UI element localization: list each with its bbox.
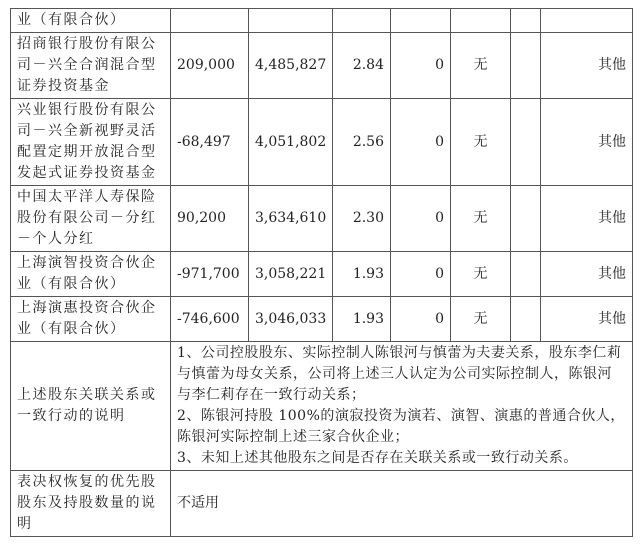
cell-type: 其他 [541,33,633,99]
cell-pledge-qty [511,297,541,342]
cell-shares [249,9,333,33]
cell-name: 上海演惠投资合伙企业（有限合伙） [11,297,171,342]
preferred-value: 不适用 [171,471,633,537]
preferred-row [11,471,633,537]
cell-type: 其他 [541,186,633,252]
relation-notes [171,342,633,471]
cell-pledge: 无 [451,297,511,342]
cell-pledge-qty [511,9,541,33]
cell-pct: 2.56 [333,99,391,186]
shareholder-table [10,8,633,537]
cell-pledge-qty [511,186,541,252]
table-row [11,186,633,252]
preferred-label: 表决权恢复的优先股股东及持股数量的说明 [11,471,171,537]
cell-restricted: 0 [391,33,451,99]
cell-pct: 2.84 [333,33,391,99]
relation-label: 上述股东关联关系或一致行动的说明 [11,342,171,471]
cell-type [541,9,633,33]
relation-note: 3、未知上述其他股东之间是否存在关联关系或一致行动关系。 [177,450,578,466]
cell-pledge-qty [511,33,541,99]
cell-pledge: 无 [451,33,511,99]
cell-pledge: 无 [451,99,511,186]
cell-type: 其他 [541,297,633,342]
cell-name: 中国太平洋人寿保险股份有限公司－分红－个人分红 [11,186,171,252]
table-row [11,252,633,297]
cell-name: 招商银行股份有限公司－兴全合润混合型证券投资基金 [11,33,171,99]
cell-change: -746,600 [171,297,249,342]
cell-pledge: 无 [451,252,511,297]
table-row [11,9,633,33]
cell-shares: 3,046,033 [249,297,333,342]
relation-row [11,342,633,471]
relation-note: 2、陈银河持股 100%的演寂投资为演若、演智、演惠的普通合伙人，陈银河实际控制上述三家合伙企业； [177,408,625,445]
cell-shares: 4,485,827 [249,33,333,99]
cell-pledge-qty [511,252,541,297]
cell-restricted: 0 [391,297,451,342]
cell-restricted: 0 [391,186,451,252]
cell-shares: 4,051,802 [249,99,333,186]
cell-change: 209,000 [171,33,249,99]
table-row [11,33,633,99]
cell-pct: 2.30 [333,186,391,252]
cell-restricted: 0 [391,252,451,297]
cell-change: 90,200 [171,186,249,252]
cell-pct: 1.93 [333,252,391,297]
cell-name: 业（有限合伙） [11,9,171,33]
cell-shares: 3,058,221 [249,252,333,297]
cell-name: 兴业银行股份有限公司－兴全新视野灵活配置定期开放混合型发起式证券投资基金 [11,99,171,186]
cell-name: 上海演智投资合伙企业（有限合伙） [11,252,171,297]
cell-pct: 1.93 [333,297,391,342]
cell-shares: 3,634,610 [249,186,333,252]
cell-restricted: 0 [391,99,451,186]
cell-pledge-qty [511,99,541,186]
table-row [11,297,633,342]
cell-pledge [451,9,511,33]
cell-type: 其他 [541,99,633,186]
cell-change: -971,700 [171,252,249,297]
cell-restricted [391,9,451,33]
cell-pledge: 无 [451,186,511,252]
table-row [11,99,633,186]
cell-type: 其他 [541,252,633,297]
relation-note: 1、公司控股股东、实际控制人陈银河与慎蕾为夫妻关系，股东李仁莉与慎蕾为母女关系，公司将上述三人认定为公司实际控制人，陈银河与李仁莉存在一致行动关系； [177,345,622,403]
cell-change [171,9,249,33]
cell-pct [333,9,391,33]
cell-change: -68,497 [171,99,249,186]
